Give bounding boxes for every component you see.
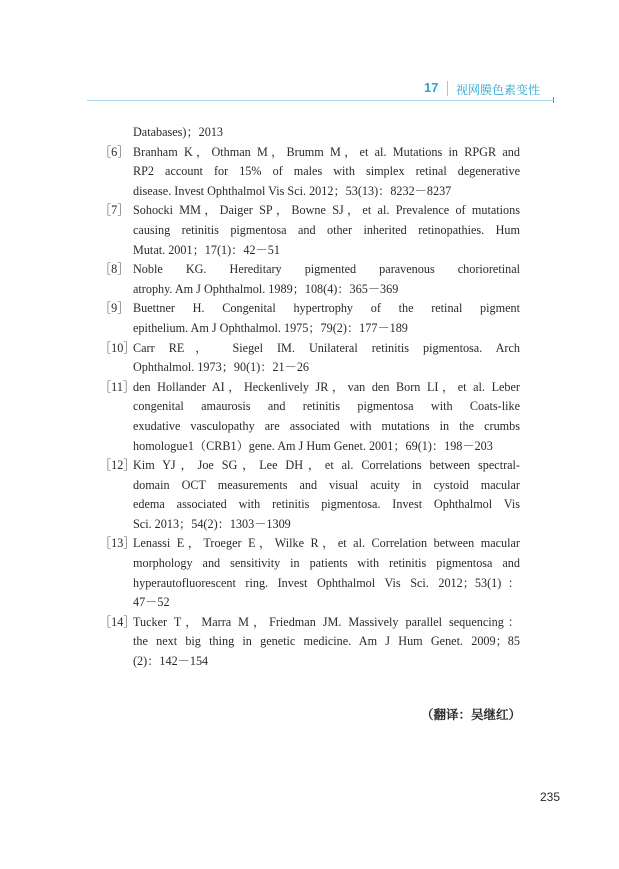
reference-text <box>133 201 520 260</box>
reference-text <box>133 613 520 672</box>
reference-label: ［8］ <box>99 262 130 277</box>
reference-text <box>133 378 520 456</box>
reference-text <box>133 339 520 378</box>
reference-text <box>133 534 520 612</box>
reference-label: ［12］ <box>99 458 136 473</box>
reference-item <box>99 613 520 672</box>
reference-line: homologue1（CRB1）gene. Am J Hum Genet. 2001；69(1)：198－203 <box>133 438 493 453</box>
reference-line: Ophthalmol. 1973；90(1)：21－26 <box>133 360 310 375</box>
reference-line: RP2 account for 15% of males with simplex retinal degenerative <box>133 164 520 179</box>
reference-line: den Hollander AI，Heckenlively JR，van den Born LI，et al. Leber <box>133 379 520 394</box>
translator-credit: （翻译：吴继红） <box>420 707 521 722</box>
reference-line: disease. Invest Ophthalmol Vis Sci. 2012；53(13)：8232－8237 <box>133 183 452 198</box>
reference-line: hyperautofluorescent ring. Invest Ophthalmol Vis Sci. 2012；53(1)： <box>133 575 520 590</box>
reference-line: morphology and sensitivity in patients with retinitis pigmentosa and <box>133 556 520 571</box>
reference-line: Sohocki MM，Daiger SP，Bowne SJ，et al. Prevalence of mutations <box>133 203 520 218</box>
reference-line: congenital amaurosis and retinitis pigmentosa with Coats-like <box>133 399 520 414</box>
reference-list <box>99 123 520 672</box>
reference-line: Carr RE， Siegel IM. Unilateral retinitis pigmentosa. Arch <box>133 340 520 355</box>
reference-item <box>99 339 520 378</box>
reference-item <box>99 456 520 534</box>
header-rule-tick <box>553 97 554 103</box>
reference-text <box>133 143 520 202</box>
reference-text <box>133 456 520 534</box>
reference-item <box>99 260 520 299</box>
header-chapter-title: 视网膜色素变性 <box>456 83 541 97</box>
reference-line: atrophy. Am J Ophthalmol. 1989；108(4)：365－369 <box>133 281 399 296</box>
reference-line: domain OCT measurements and visual acuity in cystoid macular <box>133 477 520 492</box>
header-separator <box>447 81 448 96</box>
page-folio: 235 <box>540 790 561 804</box>
reference-line: Tucker T，Marra M，Friedman JM. Massively parallel sequencing： <box>133 614 520 629</box>
reference-line: epithelium. Am J Ophthalmol. 1975；79(2)：177－189 <box>133 320 408 335</box>
reference-line: exudative vasculopathy are associated with mutations in the crumbs <box>133 418 520 433</box>
reference-label: ［11］ <box>99 379 136 394</box>
reference-line: 47－52 <box>133 595 170 610</box>
reference-line: Branham K，Othman M，Brumm M，et al. Mutations in RPGR and <box>133 144 520 159</box>
reference-label: ［10］ <box>99 340 136 355</box>
reference-item <box>99 378 520 456</box>
reference-entries <box>99 143 520 672</box>
header-rule <box>87 100 553 101</box>
reference-line: the next big thing in genetic medicine. Am J Hum Genet. 2009；85 <box>133 634 520 649</box>
reference-label: ［13］ <box>99 536 136 551</box>
reference-label: ［6］ <box>99 144 130 159</box>
header-page-number: 17 <box>424 80 439 95</box>
reference-label: ［7］ <box>99 203 130 218</box>
reference-line: Lenassi E，Troeger E，Wilke R，et al. Correlation between macular <box>133 536 520 551</box>
reference-line: causing retinitis pigmentosa and other inherited retinopathies. Hum <box>133 222 520 237</box>
running-header <box>0 80 565 102</box>
reference-label: ［9］ <box>99 301 130 316</box>
reference-text <box>133 260 520 299</box>
reference-item <box>99 143 520 202</box>
reference-line: Mutat. 2001；17(1)：42－51 <box>133 242 280 257</box>
reference-line: Buettner H. Congenital hypertrophy of the retinal pigment <box>133 301 520 316</box>
reference-line: (2)：142－154 <box>133 654 209 669</box>
reference-label: ［14］ <box>99 614 136 629</box>
reference-item <box>99 299 520 338</box>
reference-line: Sci. 2013；54(2)：1303－1309 <box>133 516 291 531</box>
reference-line: Kim YJ，Joe SG，Lee DH，et al. Correlations between spectral- <box>133 458 520 473</box>
reference-text <box>133 299 520 338</box>
reference-continuation: Databases)；2013 <box>133 125 224 139</box>
reference-item <box>99 534 520 612</box>
reference-line: edema associated with retinitis pigmentosa. Invest Ophthalmol Vis <box>133 497 520 512</box>
reference-item <box>99 201 520 260</box>
reference-line: Noble KG. Hereditary pigmented paravenous chorioretinal <box>133 262 520 277</box>
